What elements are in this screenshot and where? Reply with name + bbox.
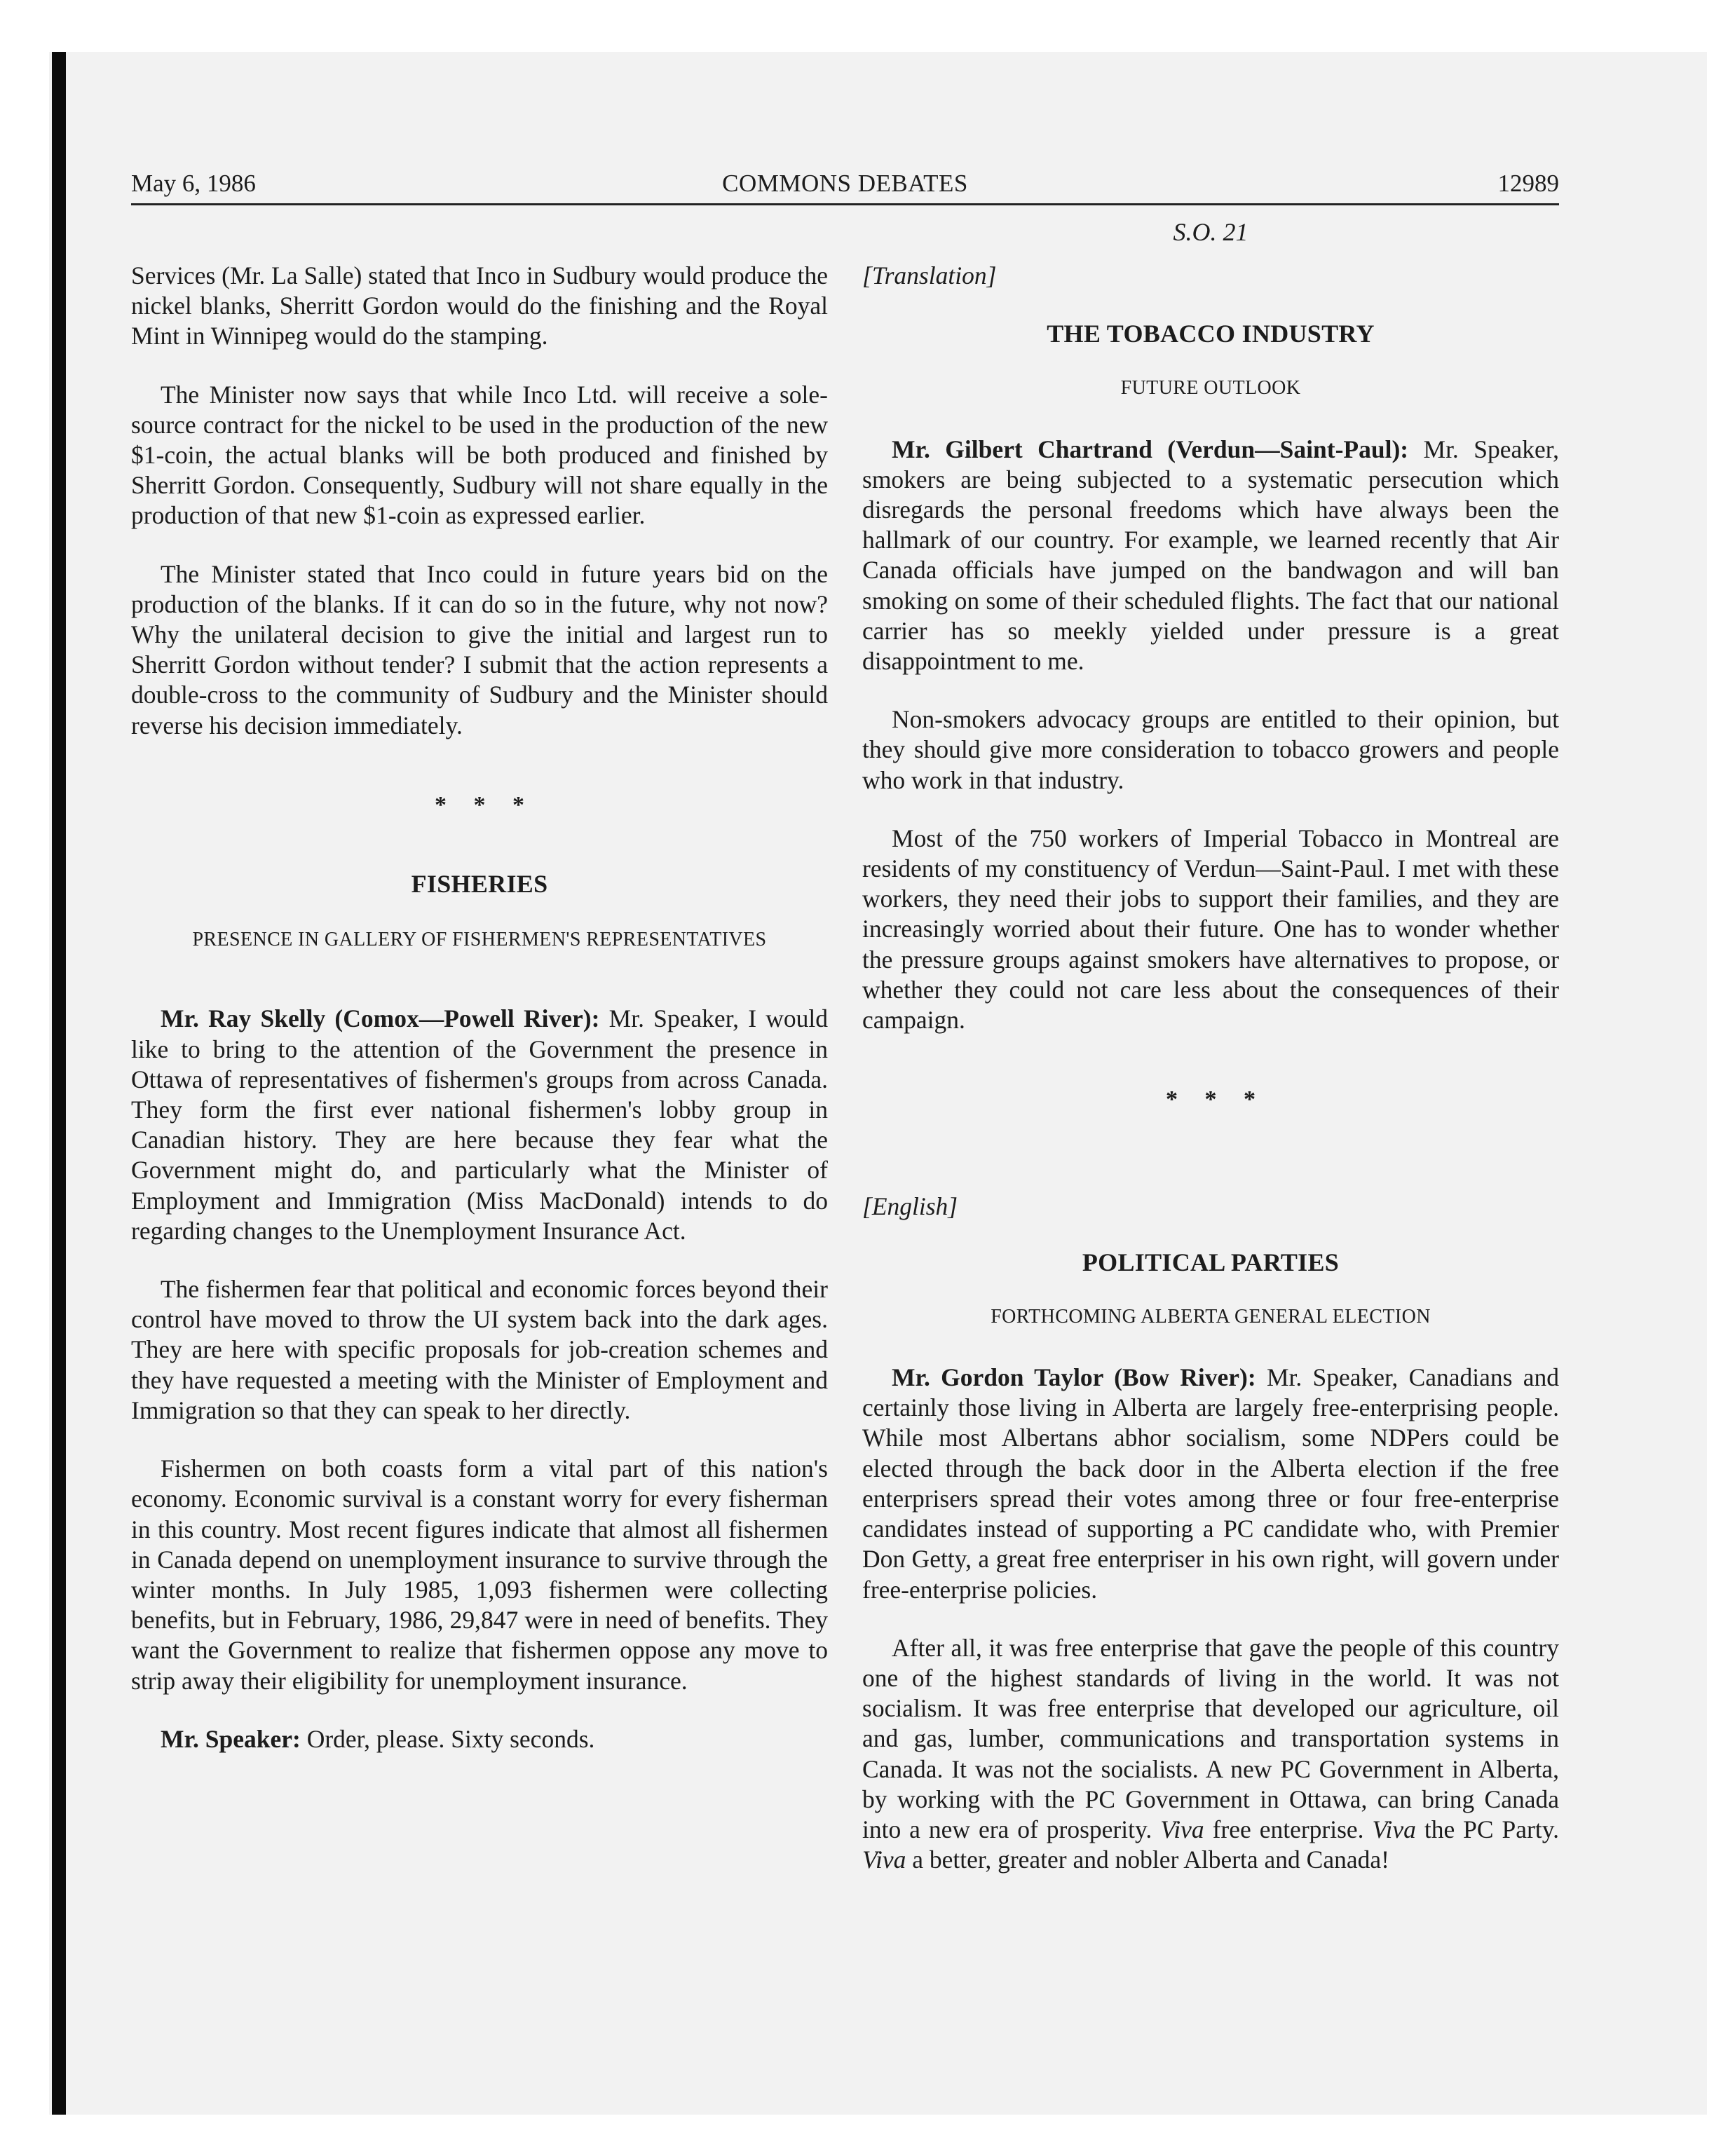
- section-heading: THE TOBACCO INDUSTRY: [1047, 320, 1375, 348]
- speech-paragraph: [131, 1004, 828, 1246]
- paragraph: Fishermen on both coasts form a vital part of this nation's economy. Economic survival is a constant worry for every fisherman in this country. Most recent figures indicate that almost all fishermen in Canada depend on unemployment insurance to survive through the winter months. In July 1985, 1,093 fishermen were collecting benefits, but in February, 1986, 29,847 were in need of benefits. They want the Government to realize that fishermen oppose any move to strip away their eligibility for unemployment insurance.: [131, 1454, 828, 1695]
- section-separator: * * *: [1166, 1086, 1256, 1113]
- paragraph-text: the PC Party.: [1424, 1815, 1560, 1843]
- running-head-date: May 6, 1986: [131, 170, 256, 197]
- paragraph-text: After all, it was free enterprise that gave the people of this country one of the highest standards of living in the world. It was not socialism. It was free enterprise that developed our agriculture, oil and gas, lumber, communications and transportation systems in Canada. It was not the socialists. A new PC Government in Alberta, by working with the PC Government in Ottawa, can bring Canada into a new era of prosperity.: [862, 1633, 1559, 1843]
- page-number: 12989: [1497, 170, 1559, 197]
- section-subheading: FUTURE OUTLOOK: [1120, 377, 1301, 400]
- viva-italic: Viva: [862, 1845, 906, 1874]
- language-tag: [English]: [862, 1192, 958, 1221]
- language-tag: [Translation]: [862, 261, 997, 289]
- section-label: S.O. 21: [1173, 218, 1248, 246]
- paragraph: The Minister stated that Inco could in future years bid on the production of the blanks. If it can do so in the future, why not now? Why the unilateral decision to give the initial and largest run to Sherritt Gordon without tender? I submit that the action represents a double-cross to the community of Sudbury and the Minister should reverse his decision immediately.: [131, 559, 828, 739]
- speech-paragraph: [131, 1724, 828, 1754]
- paragraph: Most of the 750 workers of Imperial Tobacco in Montreal are residents of my constituency of Verdun—Saint-Paul. I met with these workers, they need their jobs to support their families, and they are increasingly worried about their future. One has to wonder whether the pressure groups against smokers have alternatives to propose, or whether they could not care less about the consequences of their campaign.: [862, 824, 1559, 1035]
- speech-text: Mr. Speaker, smokers are being subjected to a systematic persecution which disregards the personal freedoms which have always been the hallmark of our country. For example, we learned recently that Air Canada officials have jumped on the bandwagon and will ban smoking on some of their scheduled flights. The fact that our national carrier has so meekly yielded under pressure is a great disappointment to me.: [862, 435, 1559, 676]
- right-column: [862, 261, 1559, 1903]
- paragraph: The Minister now says that while Inco Ltd. will receive a sole-source contract for the nickel to be used in the production of the new $1-coin, the actual blanks will be both produced and finished by Sherritt Gordon. Consequently, Sudbury will not share equally in the production of that new $1-coin as expressed earlier.: [131, 380, 828, 530]
- viva-italic: Viva: [1160, 1815, 1204, 1843]
- running-head-title: COMMONS DEBATES: [722, 170, 968, 197]
- speech-paragraph: [862, 1363, 1559, 1605]
- paragraph: Non-smokers advocacy groups are entitled to their opinion, but they should give more consideration to tobacco growers and people who work in that industry.: [862, 705, 1559, 794]
- section-subheading: FORTHCOMING ALBERTA GENERAL ELECTION: [991, 1305, 1431, 1328]
- section-heading: POLITICAL PARTIES: [1082, 1248, 1340, 1276]
- running-head: [131, 163, 1559, 205]
- paragraph-text: a better, greater and nobler Alberta and Canada!: [912, 1845, 1389, 1874]
- paragraph: Services (Mr. La Salle) stated that Inco in Sudbury would produce the nickel blanks, Sherritt Gordon would do the finishing and the Royal Mint in Winnipeg would do the stamping.: [131, 261, 828, 350]
- speaker-name: Mr. Speaker:: [161, 1724, 301, 1753]
- paragraph: [862, 1633, 1559, 1876]
- paragraph-text: free enterprise.: [1212, 1815, 1364, 1843]
- speaker-name: Mr. Ray Skelly (Comox—Powell River):: [161, 1004, 600, 1033]
- speaker-name: Mr. Gordon Taylor (Bow River):: [892, 1363, 1256, 1392]
- viva-italic: Viva: [1372, 1815, 1416, 1843]
- speech-paragraph: [862, 435, 1559, 677]
- speech-text: Mr. Speaker, Canadians and certainly those living in Alberta are largely free-enterprising people. While most Albertans abhor socialism, some NDPers could be elected through the back door in the Alberta election if the free enterprisers spread their votes among three or four free-enterprise candidates instead of supporting a PC candidate who, with Premier Don Getty, a great free enterpriser in his own right, will govern under free-enterprise policies.: [862, 1363, 1559, 1604]
- scan-edge-bar: [52, 52, 66, 2115]
- section-heading: FISHERIES: [411, 870, 548, 899]
- speaker-name: Mr. Gilbert Chartrand (Verdun—Saint-Paul):: [892, 435, 1409, 463]
- header-rule: [131, 203, 1559, 205]
- speech-text: Order, please. Sixty seconds.: [306, 1724, 595, 1753]
- section-separator: * * *: [435, 791, 524, 818]
- paragraph: The fishermen fear that political and economic forces beyond their control have moved to throw the UI system back into the dark ages. They are here with specific proposals for job-creation schemes and they have requested a meeting with the Minister of Employment and Immigration so that they can speak to her directly.: [131, 1275, 828, 1424]
- speech-text: Mr. Speaker, I would like to bring to the attention of the Government the presence in Ottawa of representatives of fishermen's groups from across Canada. They form the first ever national fishermen's lobby group in Canadian history. They are here because they fear what the Government might do, and particularly what the Minister of Employment and Immigration (Miss MacDonald) intends to do regarding changes to the Unemployment Insurance Act.: [131, 1004, 828, 1245]
- left-column: [131, 261, 828, 1782]
- section-subheading: PRESENCE IN GALLERY OF FISHERMEN'S REPRESENTATIVES: [192, 929, 767, 951]
